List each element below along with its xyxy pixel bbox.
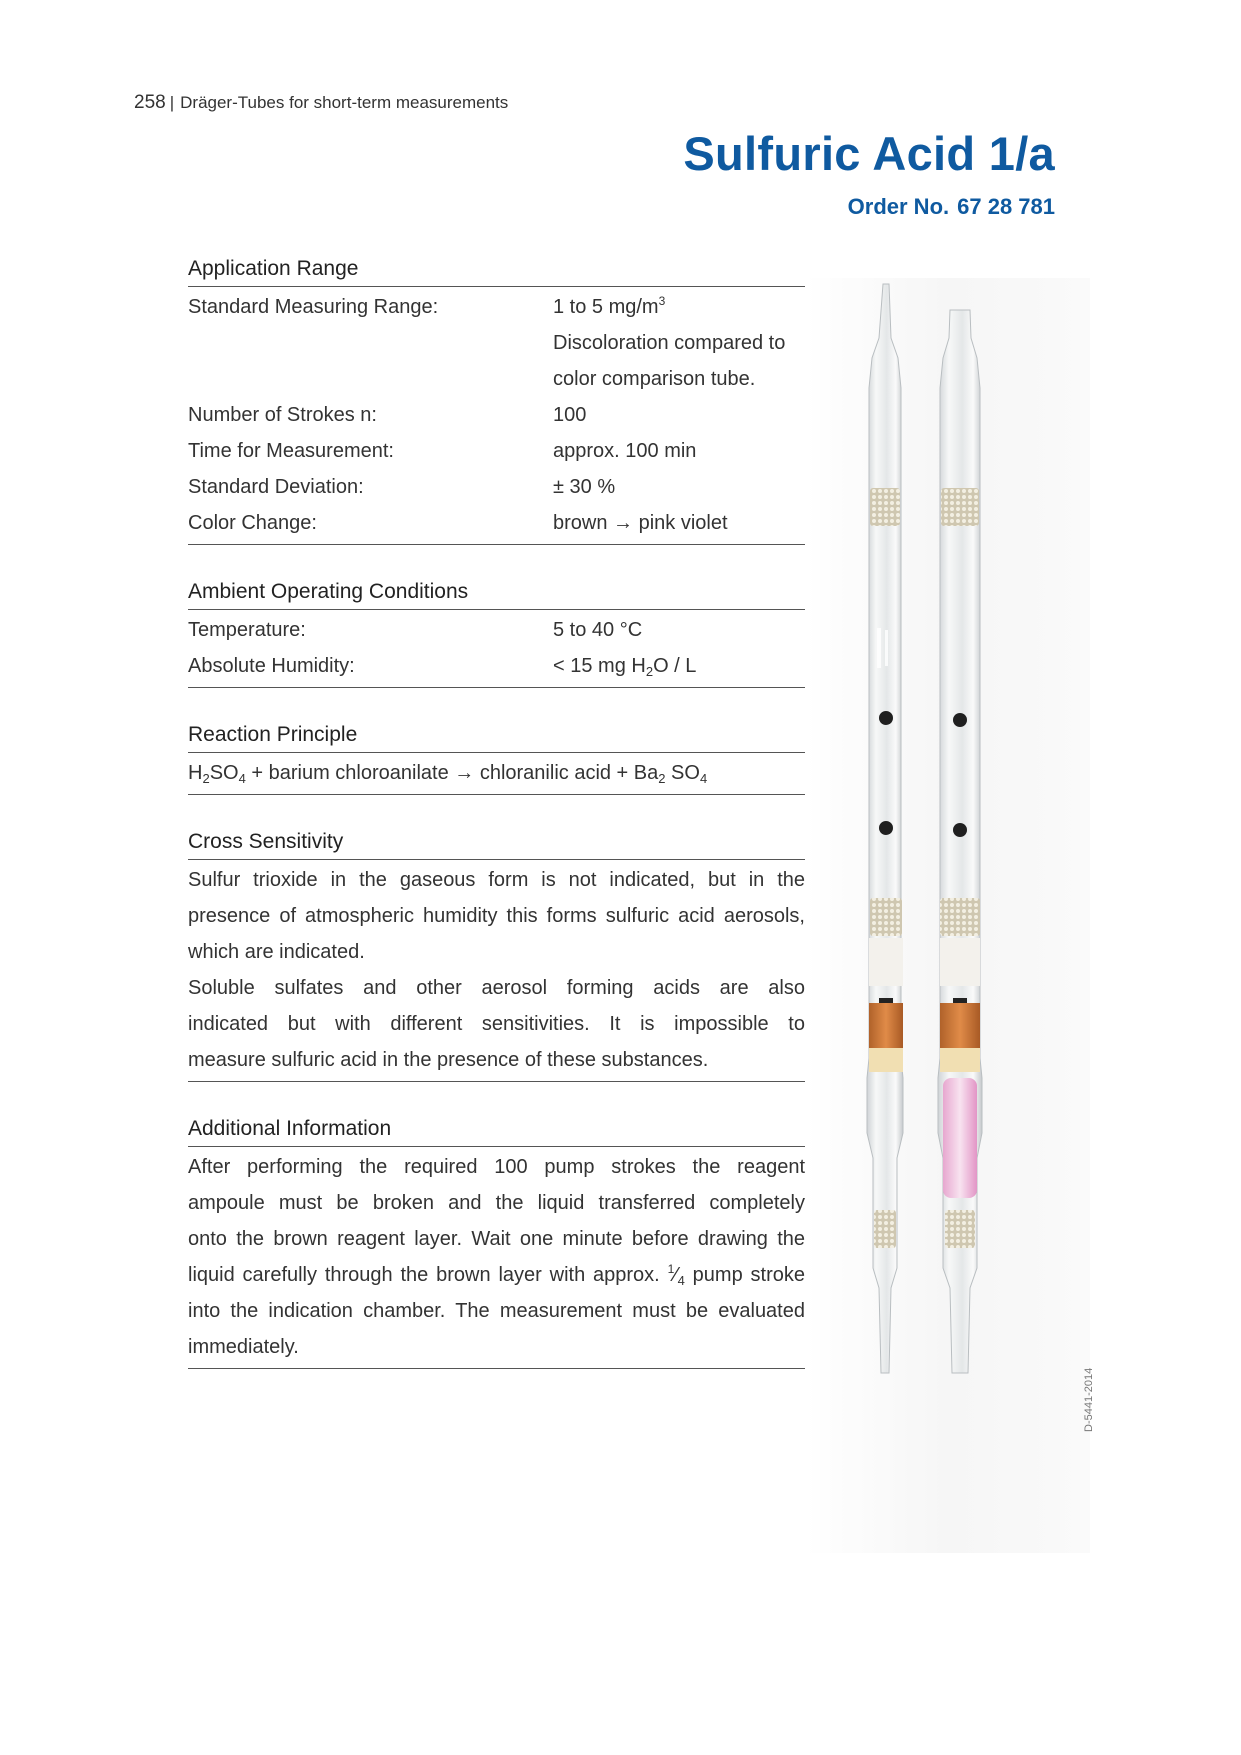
text-line: After performing the required 100 pump strokes the reagent	[188, 1156, 805, 1178]
equation-text	[188, 755, 707, 791]
text-part: pump stroke	[684, 1264, 806, 1286]
text-line: ampoule must be broken and the liquid transferred completely	[188, 1192, 805, 1214]
application-range-table	[188, 286, 805, 545]
row-label: Time for Measurement:	[188, 440, 394, 462]
text-line: liquid carefully through the brown layer with approx. $^1⁄_4$ pump stroke	[188, 1262, 806, 1288]
subscript: 2	[658, 771, 666, 786]
application-range-section	[188, 252, 805, 545]
row-label: Standard Measuring Range:	[188, 296, 439, 318]
equation-part: H	[188, 762, 203, 784]
equation-part: SO	[665, 762, 700, 784]
row-value: approx. 100 min	[553, 440, 697, 462]
reaction-principle-heading: Reaction Principle	[188, 723, 358, 746]
order-label: Order No.	[847, 194, 950, 219]
cross-sensitivity-text	[188, 859, 805, 1082]
content-column	[188, 252, 805, 1399]
humidity-value-part: < 15 mg H	[553, 655, 646, 677]
table-row	[188, 612, 805, 648]
cross-sensitivity-section	[188, 825, 805, 1082]
text-line: presence of atmospheric humidity this forms sulfuric acid aerosols,	[188, 905, 805, 927]
row-value: Discoloration compared to	[553, 332, 786, 354]
subscript: 4	[699, 771, 708, 786]
table-row	[188, 433, 805, 469]
text-line: indicated but with different sensitivities. It is impossible to	[188, 1013, 805, 1035]
ambient-conditions-section	[188, 575, 805, 688]
fraction-denominator: 4	[677, 1273, 685, 1288]
row-label	[188, 361, 553, 397]
fraction-numerator: 1	[667, 1262, 675, 1276]
running-title: Dräger-Tubes for short-term measurements	[180, 93, 509, 112]
reaction-equation	[188, 752, 805, 795]
temperature-label: Temperature:	[188, 619, 306, 641]
row-label: Color Change:	[188, 512, 317, 534]
text-line: immediately.	[188, 1336, 299, 1358]
table-row	[188, 505, 805, 541]
right-tube	[938, 310, 982, 1373]
order-number-line	[848, 194, 1055, 220]
humidity-value-part: O / L	[653, 655, 697, 677]
page-number: 258	[134, 92, 166, 113]
text-line: which are indicated.	[188, 941, 365, 963]
row-value	[553, 289, 805, 325]
subscript: 2	[645, 664, 654, 679]
row-label: Standard Deviation:	[188, 476, 364, 498]
subscript: 4	[238, 771, 246, 786]
superscript: 3	[658, 294, 666, 308]
humidity-value	[553, 648, 805, 684]
text-line: Soluble sulfates and other aerosol forming acids are also	[188, 977, 805, 999]
row-value: 100	[553, 404, 587, 426]
row-value: ± 30 %	[553, 476, 616, 498]
ambient-conditions-heading: Ambient Operating Conditions	[188, 580, 469, 603]
additional-information-section	[188, 1112, 805, 1369]
ambient-conditions-table	[188, 609, 805, 688]
additional-information-text	[188, 1146, 805, 1369]
row-value: color comparison tube.	[553, 368, 756, 390]
text-line: measure sulfuric acid in the presence of these substances.	[188, 1049, 709, 1071]
product-title: Sulfuric Acid 1/a	[683, 127, 1055, 180]
equation-part: + barium chloroanilate → chloranilic acid + Ba	[245, 762, 659, 784]
text-line: into the indication chamber. The measurement must be evaluated	[188, 1300, 805, 1322]
reaction-principle-section	[188, 718, 805, 795]
order-number: 67 28 781	[957, 194, 1055, 219]
subscript: 2	[202, 771, 210, 786]
table-row	[188, 648, 805, 684]
humidity-label: Absolute Humidity:	[188, 655, 355, 677]
row-value: brown → pink violet	[553, 512, 728, 534]
cross-sensitivity-heading: Cross Sensitivity	[188, 830, 344, 853]
text-part: liquid carefully through the brown layer with approx.	[188, 1264, 668, 1286]
table-row	[188, 361, 805, 397]
text-line: onto the brown reagent layer. Wait one minute before drawing the	[188, 1228, 805, 1250]
row-label: Number of Strokes n:	[188, 404, 377, 426]
equation-part: SO	[209, 762, 239, 784]
application-range-heading: Application Range	[188, 257, 359, 280]
row-label	[188, 325, 553, 361]
additional-information-heading: Additional Information	[188, 1117, 392, 1140]
text-line: Sulfur trioxide in the gaseous form is not indicated, but in the	[188, 869, 805, 891]
table-row	[188, 397, 805, 433]
figure-code: D-5441-2014	[1083, 1367, 1095, 1432]
equation-line	[188, 755, 805, 791]
header-separator: |	[169, 93, 175, 112]
table-row	[188, 325, 805, 361]
table-row	[188, 469, 805, 505]
table-row	[188, 289, 805, 325]
detector-tubes-photo	[805, 278, 1090, 1553]
temperature-value: 5 to 40 °C	[553, 619, 643, 641]
measuring-range-value: 1 to 5 mg/m	[553, 296, 659, 318]
running-head	[134, 92, 508, 114]
